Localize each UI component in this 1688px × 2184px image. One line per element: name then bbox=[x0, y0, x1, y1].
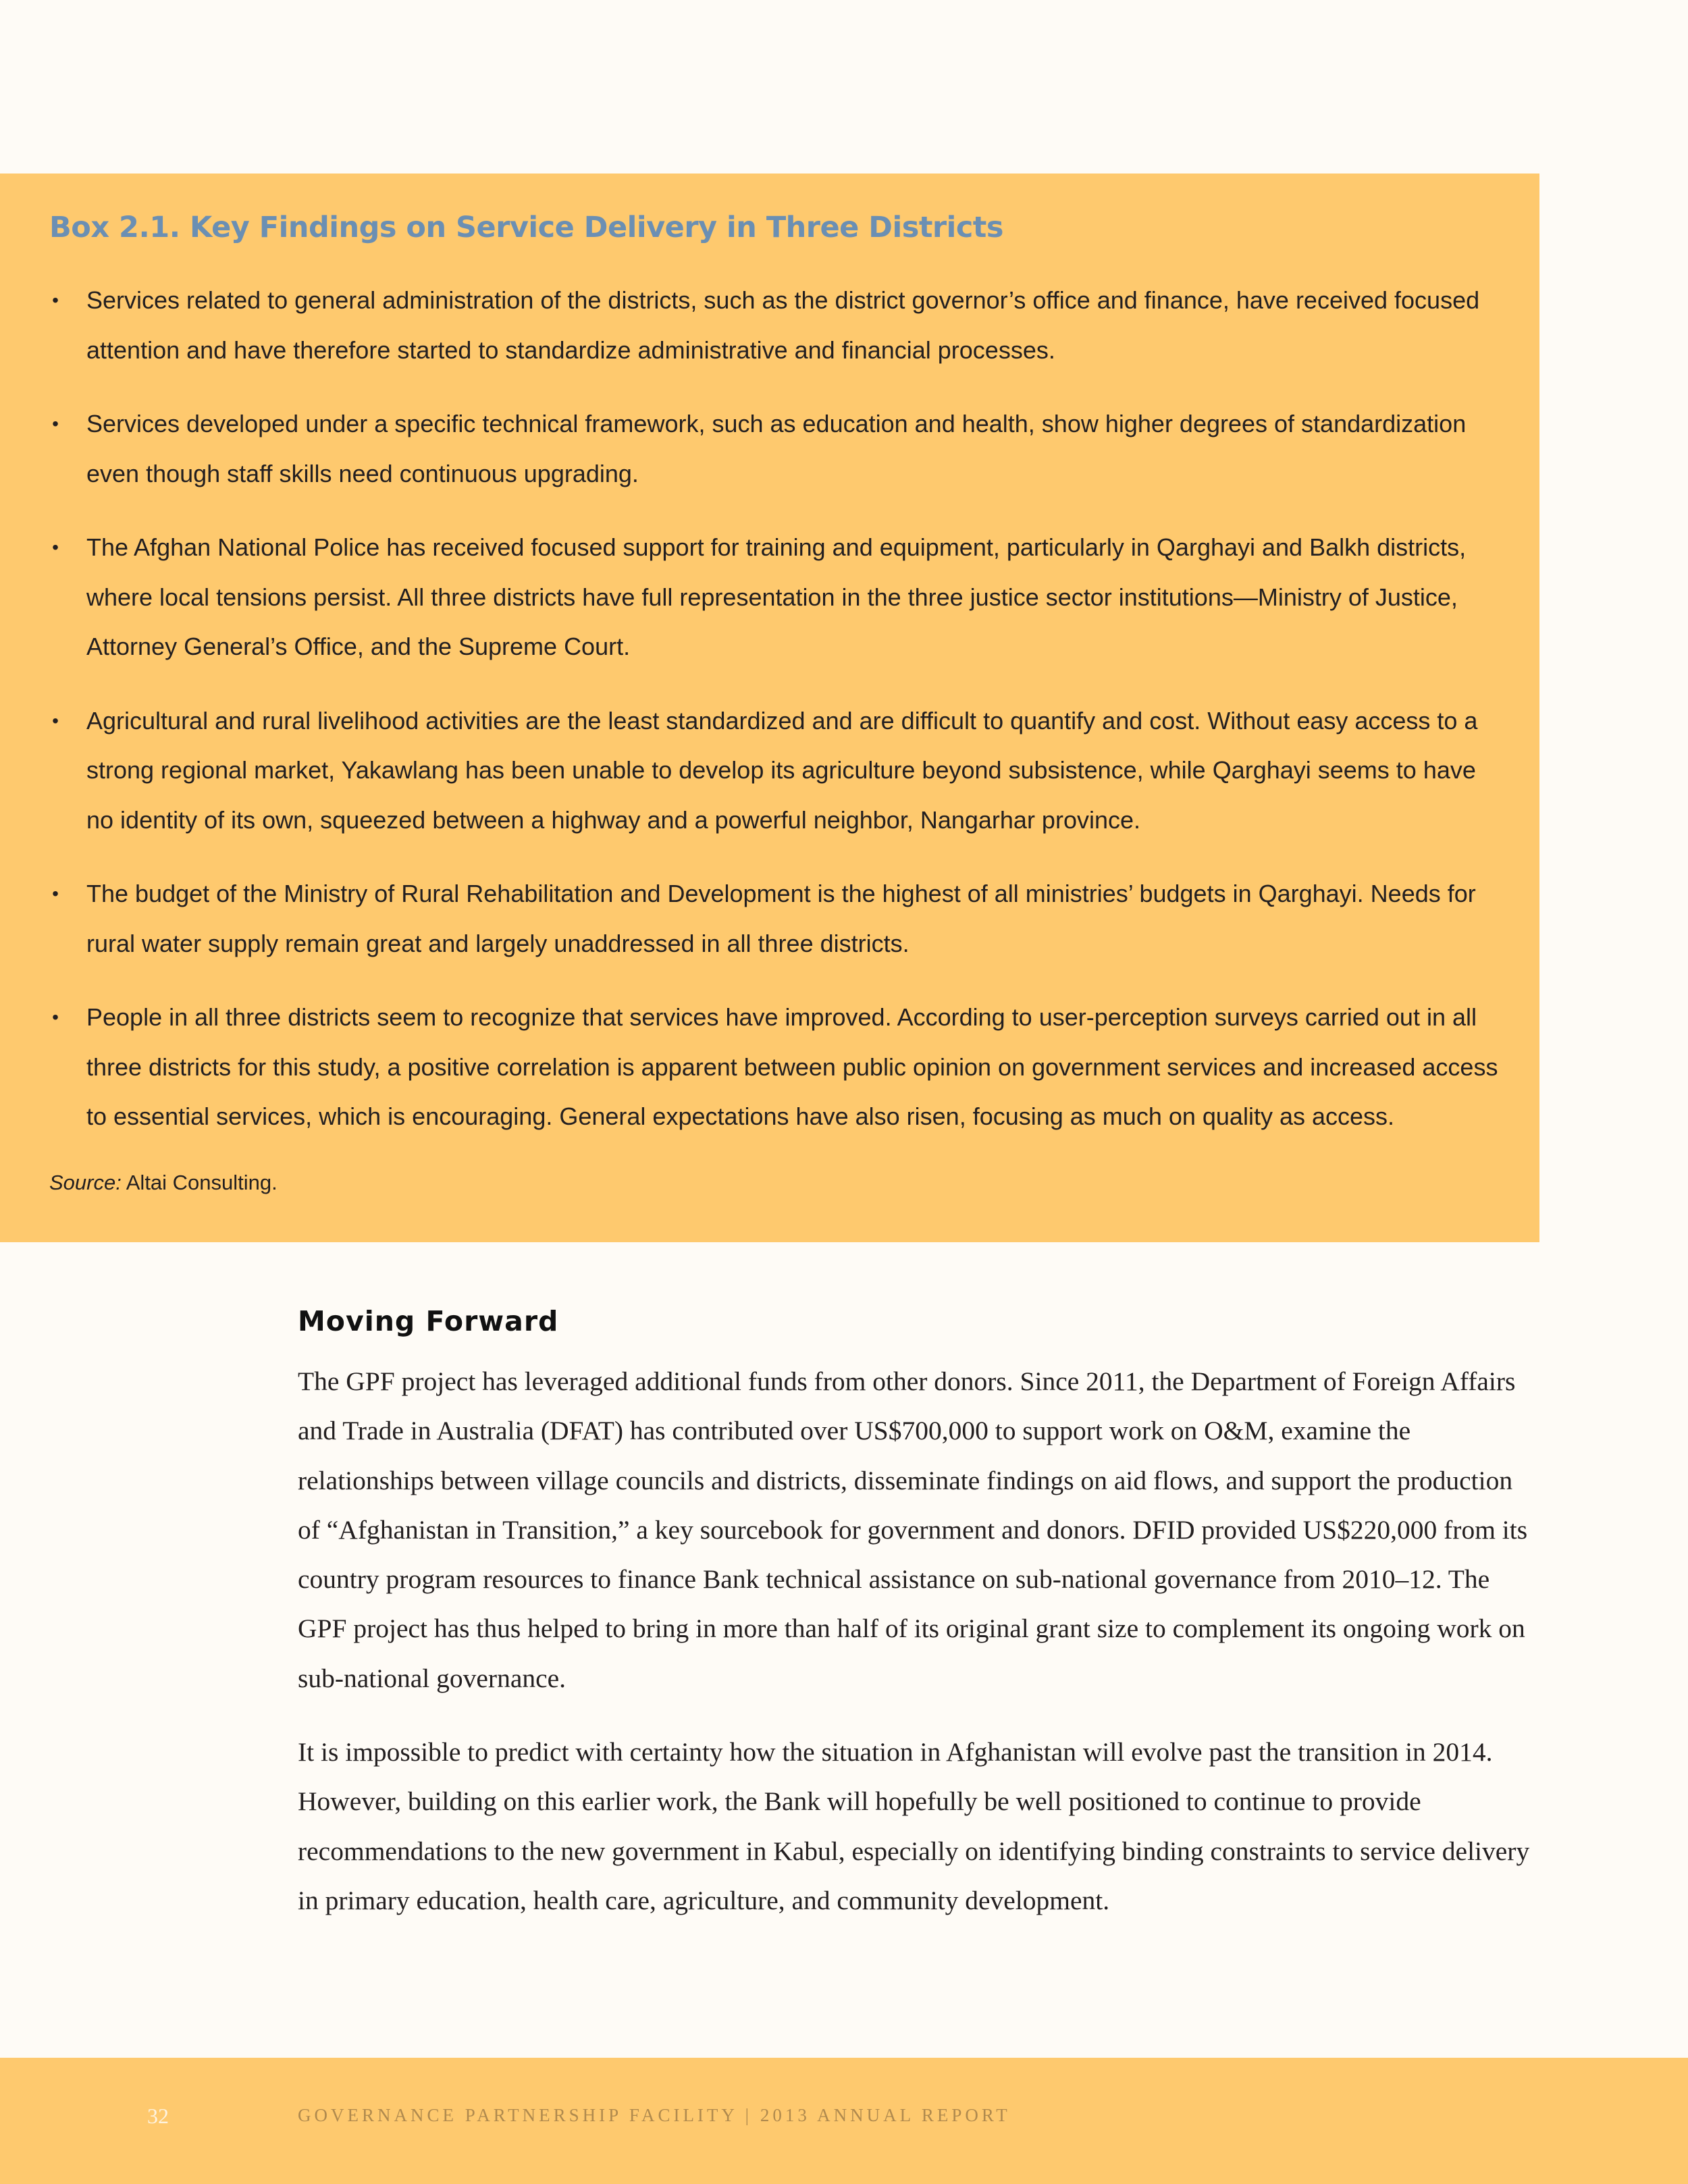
bullet-icon: • bbox=[52, 1007, 59, 1028]
bullet-icon: • bbox=[52, 413, 59, 434]
findings-list bbox=[49, 275, 1499, 1142]
list-item bbox=[49, 869, 1499, 968]
list-item bbox=[49, 275, 1499, 375]
page-number: 32 bbox=[147, 2104, 169, 2128]
list-item-text: People in all three districts seem to recognize that services have improved. According to user-perception surveys carried out in all three districts for this study, a positive correlation is apparent between public opinion on government services and increased access to essential services, which is encouraging. General expectations have also risen, focusing as much on quality as access. bbox=[86, 1003, 1498, 1130]
section-heading: Moving Forward bbox=[298, 1305, 559, 1337]
list-item-text: The budget of the Ministry of Rural Rehabilitation and Development is the highest of all ministries’ budgets in Qarghayi. Needs for rural water supply remain great and largely unaddressed in all three districts. bbox=[86, 880, 1476, 957]
box-title: Box 2.1. Key Findings on Service Delivery in Three Districts bbox=[49, 211, 1003, 244]
box-source-note bbox=[49, 1166, 1499, 1200]
body-paragraph: The GPF project has leveraged additional funds from other donors. Since 2011, the Department of Foreign Affairs and Trade in Australia (DFAT) has contributed over US$700,000 to support work on O&M, examine the relationships between village councils and districts, disseminate findings on aid flows, and support the production of “Afghanistan in Transition,” a key sourcebook for government and donors. DFID provided US$220,000 from its country program resources to finance Bank technical assistance on sub-national governance from 2010–12. The GPF project has thus helped to bring in more than half of its original grant size to complement its ongoing work on sub-national governance. bbox=[298, 1366, 1528, 1693]
bullet-icon: • bbox=[52, 537, 59, 558]
source-label: Source: bbox=[49, 1170, 122, 1194]
body-paragraph: It is impossible to predict with certainty how the situation in Afghanistan will evolve past the transition in 2014. However, building on this earlier work, the Bank will hopefully be well positioned to continue to provide recommendations to the new government in Kabul, especially on identifying binding constraints to service delivery in primary education, health care, agriculture, and community development. bbox=[298, 1737, 1530, 1915]
list-item bbox=[49, 696, 1499, 845]
list-item-text: The Afghan National Police has received focused support for training and equipment, particularly in Qarghayi and Balkh districts, where local tensions persist. All three districts have full representation in the three justice sector institutions—Ministry of Justice, Attorney General’s Office, and the Supreme Court. bbox=[86, 533, 1467, 660]
list-item-text: Services developed under a specific technical framework, such as education and health, show higher degrees of standardization even though staff skills need continuous upgrading. bbox=[86, 410, 1467, 487]
bullet-icon: • bbox=[52, 883, 59, 904]
running-title: GOVERNANCE PARTNERSHIP FACILITY | 2013 ANNUAL REPORT bbox=[298, 2105, 1011, 2125]
bullet-icon: • bbox=[52, 290, 59, 311]
page-footer bbox=[0, 2058, 1688, 2184]
moving-forward-section bbox=[298, 1298, 1540, 1950]
bullet-icon: • bbox=[52, 710, 59, 731]
list-item-text: Agricultural and rural livelihood activities are the least standardized and are difficult to quantify and cost. Without easy access to a strong regional market, Yakawlang has been unable to develop its agriculture beyond subsistence, while Qarghayi seems to have no identity of its own, squeezed between a highway and a powerful neighbor, Nangarhar province. bbox=[86, 706, 1478, 834]
list-item bbox=[49, 399, 1499, 498]
key-findings-box bbox=[0, 174, 1539, 1242]
list-item bbox=[49, 523, 1499, 672]
list-item-text: Services related to general administration of the districts, such as the district governor’s office and finance, have received focused attention and have therefore started to standardize administrative and financial processes. bbox=[86, 286, 1480, 364]
list-item bbox=[49, 992, 1499, 1142]
source-text: Altai Consulting. bbox=[126, 1170, 278, 1194]
